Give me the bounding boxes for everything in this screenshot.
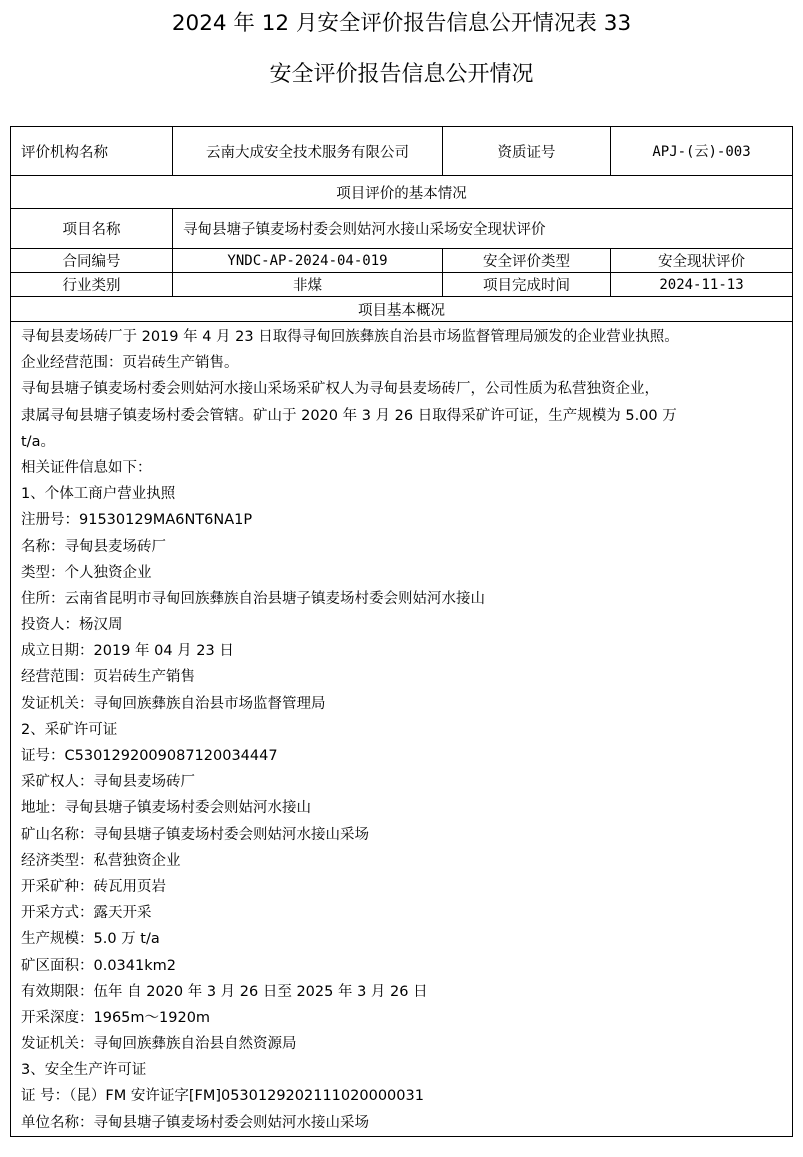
contract-value: YNDC-AP-2024-04-019	[173, 249, 443, 273]
overview-line: 寻甸县塘子镇麦场村委会则姑河水接山采场采矿权人为寻甸县麦场砖厂，公司性质为私营独资企业，	[21, 381, 659, 398]
completion-value: 2024-11-13	[611, 273, 793, 297]
eval-type-value: 安全现状评价	[611, 249, 793, 273]
overview-line: 经营范围：页岩砖生产销售	[21, 669, 195, 686]
overview-line: 经济类型：私营独资企业	[21, 852, 181, 869]
qualification-value: APJ-(云)-003	[611, 127, 793, 176]
industry-label: 行业类别	[11, 273, 173, 297]
overview-line: 证 号：（昆）FM 安许证字[FM]0530129202111020000031	[21, 1088, 424, 1105]
overview-line: 住所：云南省昆明市寻甸回族彝族自治县塘子镇麦场村委会则姑河水接山	[21, 590, 485, 607]
overview-line: 隶属寻甸县塘子镇麦场村委会管辖。矿山于 2020 年 3 月 26 日取得采矿许可证，生产规模为 5.00 万	[21, 407, 677, 424]
project-label: 项目名称	[11, 209, 173, 249]
contract-row	[11, 249, 793, 273]
project-value: 寻甸县塘子镇麦场村委会则姑河水接山采场安全现状评价	[173, 209, 793, 249]
overview-line: 投资人：杨汉周	[21, 617, 123, 634]
overview-line: 类型：个人独资企业	[21, 564, 152, 581]
document-title: 2024 年 12 月安全评价报告信息公开情况表 33	[171, 11, 632, 36]
overview-line: 成立日期：2019 年 04 月 23 日	[21, 643, 234, 660]
overview-line: 生产规模：5.0 万 t/a	[21, 931, 160, 948]
overview-body-row	[11, 322, 793, 1137]
completion-label: 项目完成时间	[443, 273, 611, 297]
eval-type-label: 安全评价类型	[443, 249, 611, 273]
overview-line: 开采深度：1965m～1920m	[21, 1009, 211, 1026]
overview-line: 发证机关：寻甸回族彝族自治县市场监督管理局	[21, 695, 326, 712]
overview-line: 矿区面积：0.0341km2	[21, 957, 176, 974]
overview-section-heading: 项目基本概况	[11, 297, 793, 322]
contract-label: 合同编号	[11, 249, 173, 273]
basic-section-row	[11, 176, 793, 209]
org-value: 云南大成安全技术服务有限公司	[173, 127, 443, 176]
overview-line: t/a。	[21, 433, 55, 450]
overview-line: 地址：寻甸县塘子镇麦场村委会则姑河水接山	[21, 800, 311, 817]
overview-line: 发证机关：寻甸回族彝族自治县自然资源局	[21, 1036, 297, 1053]
overview-line: 矿山名称：寻甸县塘子镇麦场村委会则姑河水接山采场	[21, 826, 369, 843]
overview-line: 证号：C5301292009087120034447	[21, 748, 278, 764]
overview-line: 相关证件信息如下：	[21, 459, 152, 476]
overview-line: 企业经营范围：页岩砖生产销售。	[21, 355, 239, 372]
overview-line: 寻甸县麦场砖厂于 2019 年 4 月 23 日取得寻甸回族彝族自治县市场监督管理局颁发的企业营业执照。	[21, 329, 679, 345]
org-row	[11, 127, 793, 176]
overview-line: 采矿权人：寻甸县麦场砖厂	[21, 774, 195, 791]
overview-line: 单位名称：寻甸县塘子镇麦场村委会则姑河水接山采场	[21, 1114, 369, 1131]
industry-value: 非煤	[173, 273, 443, 297]
overview-section-row	[11, 297, 793, 322]
overview-body	[11, 322, 793, 1137]
industry-row	[11, 273, 793, 297]
overview-line: 开采矿种：砖瓦用页岩	[21, 878, 166, 895]
overview-line: 名称：寻甸县麦场砖厂	[21, 538, 166, 555]
overview-line: 开采方式：露天开采	[21, 905, 152, 922]
info-table	[10, 126, 793, 1137]
document-subtitle: 安全评价报告信息公开情况	[269, 62, 534, 87]
qualification-label: 资质证号	[443, 127, 611, 176]
overview-line: 有效期限：伍年 自 2020 年 3 月 26 日至 2025 年 3 月 26 日	[21, 983, 428, 1000]
overview-line: 3、安全生产许可证	[21, 1062, 147, 1079]
overview-line: 注册号：91530129MA6NT6NA1P	[21, 512, 253, 529]
org-label: 评价机构名称	[11, 127, 173, 176]
overview-line: 1、个体工商户营业执照	[21, 486, 176, 503]
basic-section-heading: 项目评价的基本情况	[11, 176, 793, 209]
overview-line: 2、采矿许可证	[21, 721, 118, 738]
project-row	[11, 209, 793, 249]
